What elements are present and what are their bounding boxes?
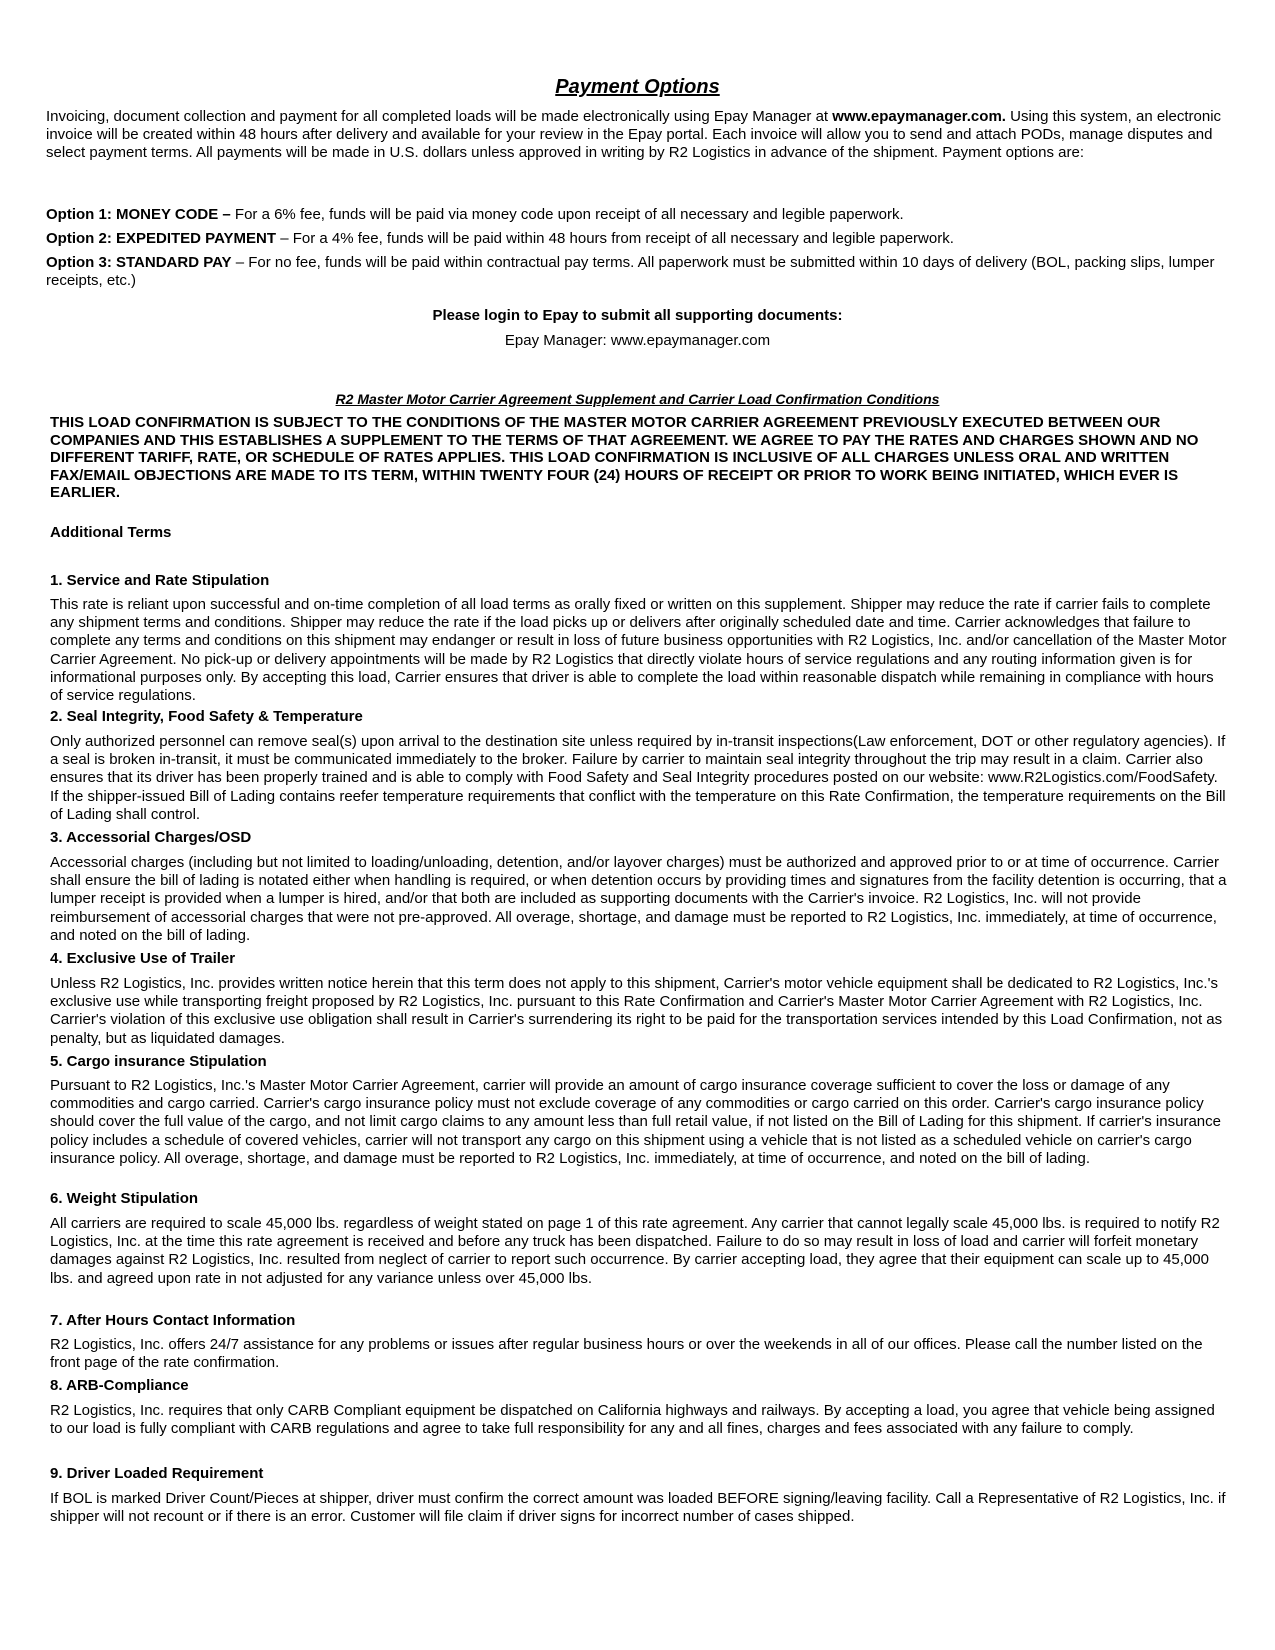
section-7-body: R2 Logistics, Inc. offers 24/7 assistance for any problems or issues after regular business hours or over the weekends in all of our offices. Please call the number listed on the front page of the rate confirmation.	[50, 1336, 1203, 1372]
epay-url: www.epaymanager.com.	[832, 108, 1006, 125]
option-text: For a 6% fee, funds will be paid via money code upon receipt of all necessary and legible paperwork.	[230, 206, 904, 223]
section-2-heading: 2. Seal Integrity, Food Safety & Temperature	[50, 708, 363, 725]
payment-options-title: Payment Options	[555, 76, 720, 98]
section-1-body: This rate is reliant upon successful and on-time completion of all load terms as orally fixed or written on this supplement. Shipper may reduce the rate if carrier fails to complete any shipment terms and conditions. Shipper may reduce the rate if the load picks up or delivers after originally scheduled date and time. Carrier acknowledges that failure to complete any terms and conditions on this shipment may endanger or result in loss of future business opportunities with R2 Logistics, Inc. and/or cancellation of the Master Motor Carrier Agreement. No pick-up or delivery appointments will be made by R2 Logistics that directly violate hours of service regulations and any routing information given is for informational purposes only. By accepting this load, Carrier ensures that driver is able to complete the load within reasonable dispatch while remaining in compliance with hours of service regulations.	[50, 596, 1227, 705]
option-label: Option 2: EXPEDITED PAYMENT	[46, 230, 277, 247]
option-text: – For no fee, funds will be paid within contractual pay terms. All paperwork must be submitted within 10 days of delivery (BOL, packing slips, lumper receipts, etc.)	[46, 254, 1215, 289]
epay-manager-line: Epay Manager: www.epaymanager.com	[504, 332, 771, 349]
section-8-heading: 8. ARB-Compliance	[50, 1377, 189, 1394]
section-4-heading: 4. Exclusive Use of Trailer	[50, 950, 236, 967]
payment-option-2	[46, 230, 1231, 248]
payment-option-3	[46, 254, 1231, 290]
section-3-heading: 3. Accessorial Charges/OSD	[50, 829, 252, 846]
option-label: Option 3: STANDARD PAY	[46, 254, 232, 271]
section-8-body: R2 Logistics, Inc. requires that only CARB Compliant equipment be dispatched on California highways and railways. By accepting a load, you agree that vehicle being assigned to our load is fully compliant with CARB regulations and agree to take full responsibility for any and all fines, charges and fees associated with any failure to comply.	[50, 1402, 1215, 1438]
section-2-body: Only authorized personnel can remove seal(s) upon arrival to the destination site unless required by in-transit inspections(Law enforcement, DOT or other regulatory agencies). If a seal is broken in-transit, it must be communicated immediately to the broker. Failure by carrier to maintain seal integrity throughout the trip may result in a claim. Carrier also ensures that its driver has been properly trained and is able to comply with Food Safety and Seal Integrity procedures posted on our website: www.R2Logistics.com/FoodSafety. If the shipper-issued Bill of Lading contains reefer temperature requirements that conflict with the temperature on this Rate Confirmation, the temperature requirements on the Bill of Lading shall control.	[50, 733, 1226, 823]
supplement-title: R2 Master Motor Carrier Agreement Supplement and Carrier Load Confirmation Conditions	[335, 391, 940, 407]
intro-text-end: Using this system, an electronic invoice will be created within 48 hours after delivery and available for your review in the Epay portal. Each invoice will allow you to send and attach PODs, manage disputes and select payment terms. All payments will be made in U.S. dollars unless approved in writing by R2 Logistics in advance of the shipment. Payment options are:	[46, 108, 1222, 161]
additional-terms-heading: Additional Terms	[50, 524, 172, 541]
load-confirmation-terms: THIS LOAD CONFIRMATION IS SUBJECT TO THE CONDITIONS OF THE MASTER MOTOR CARRIER AGREEMENT PREVIOUSLY EXECUTED BETWEEN OUR COMPANIES AND THIS ESTABLISHES A SUPPLEMENT TO THE TERMS OF THAT AGREEMENT. WE AGREE TO PAY THE RATES AND CHARGES SHOWN AND NO DIFFERENT TARIFF, RATE, OR SCHEDULE OF RATES APPLIES. THIS LOAD CONFIRMATION IS INCLUSIVE OF ALL CHARGES UNLESS ORAL AND WRITTEN FAX/EMAIL OBJECTIONS ARE MADE TO ITS TERM, WITHIN TWENTY FOUR (24) HOURS OF RECEIPT OR PRIOR TO WORK BEING INITIATED, WHICH EVER IS EARLIER.	[50, 414, 1199, 501]
section-1-heading: 1. Service and Rate Stipulation	[50, 572, 270, 589]
section-9-heading: 9. Driver Loaded Requirement	[50, 1465, 264, 1482]
section-7-heading: 7. After Hours Contact Information	[50, 1312, 296, 1329]
option-label: Option 1: MONEY CODE –	[46, 206, 231, 223]
login-heading: Please login to Epay to submit all supporting documents:	[432, 307, 843, 324]
section-4-body: Unless R2 Logistics, Inc. provides written notice herein that this term does not apply to this shipment, Carrier's motor vehicle equipment shall be dedicated to R2 Logistics, Inc.'s exclusive use while transporting freight proposed by R2 Logistics, Inc. pursuant to this Rate Confirmation and Carrier's Master Motor Carrier Agreement with R2 Logistics, Inc. Carrier's violation of this exclusive use obligation shall result in Carrier's surrendering its right to be paid for the transportation services intended by this Load Confirmation, not as penalty, but as liquidated damages.	[50, 975, 1223, 1047]
section-6-heading: 6. Weight Stipulation	[50, 1190, 199, 1207]
section-5-body: Pursuant to R2 Logistics, Inc.'s Master Motor Carrier Agreement, carrier will provide an amount of cargo insurance coverage sufficient to cover the loss or damage of any commodities and cargo carried. Carrier's cargo insurance policy must not exclude coverage of any commodities or cargo carried on this order. Carrier's cargo insurance policy should cover the full value of the cargo, and not limit cargo claims to any amount less than full retail value, if not listed on the Bill of Lading for this shipment. If carrier's insurance policy includes a schedule of covered vehicles, carrier will not transport any cargo on this shipment using a vehicle that is not listed as a scheduled vehicle on carrier's cargo insurance policy. All overage, shortage, and damage must be reported to R2 Logistics, Inc. immediately, at time of occurrence, and noted on the bill of lading.	[50, 1077, 1221, 1167]
section-9-body: If BOL is marked Driver Count/Pieces at shipper, driver must confirm the correct amount was loaded BEFORE signing/leaving facility. Call a Representative of R2 Logistics, Inc. if shipper will not recount or if there is an error. Customer will file claim if driver signs for incorrect number of cases shipped.	[50, 1490, 1226, 1526]
section-6-body: All carriers are required to scale 45,000 lbs. regardless of weight stated on page 1 of this rate agreement. Any carrier that cannot legally scale 45,000 lbs. is required to notify R2 Logistics, Inc. at the time this rate agreement is received and before any truck has been dispatched. Failure to do so may result in loss of load and carrier will forfeit monetary damages against R2 Logistics, Inc. resulted from neglect of carrier to report such occurrence. By carrier accepting load, they agree that their equipment can scale up to 45,000 lbs. and agreed upon rate in not adjusted for any variance unless over 45,000 lbs.	[50, 1215, 1220, 1287]
intro-text-start: Invoicing, document collection and payment for all completed loads will be made electronically using Epay Manager at	[46, 108, 833, 125]
option-text: – For a 4% fee, funds will be paid within 48 hours from receipt of all necessary and legible paperwork.	[276, 230, 954, 247]
section-5-heading: 5. Cargo insurance Stipulation	[50, 1053, 267, 1070]
payment-option-1	[46, 206, 1231, 224]
payment-intro	[46, 108, 1231, 162]
section-3-body: Accessorial charges (including but not limited to loading/unloading, detention, and/or layover charges) must be authorized and approved prior to or at time of occurrence. Carrier shall ensure the bill of lading is notated either when handling is required, or when detention occurs by providing times and signatures from the facility detention is occurring, that a lumper receipt is provided when a lumper is hired, and/or that both are included as supporting documents with the Carrier's invoice. R2 Logistics, Inc. will not provide reimbursement of accessorial charges that were not pre-approved. All overage, shortage, and damage must be reported to R2 Logistics, Inc. immediately, at time of occurrence, and noted on the bill of lading.	[50, 854, 1227, 944]
